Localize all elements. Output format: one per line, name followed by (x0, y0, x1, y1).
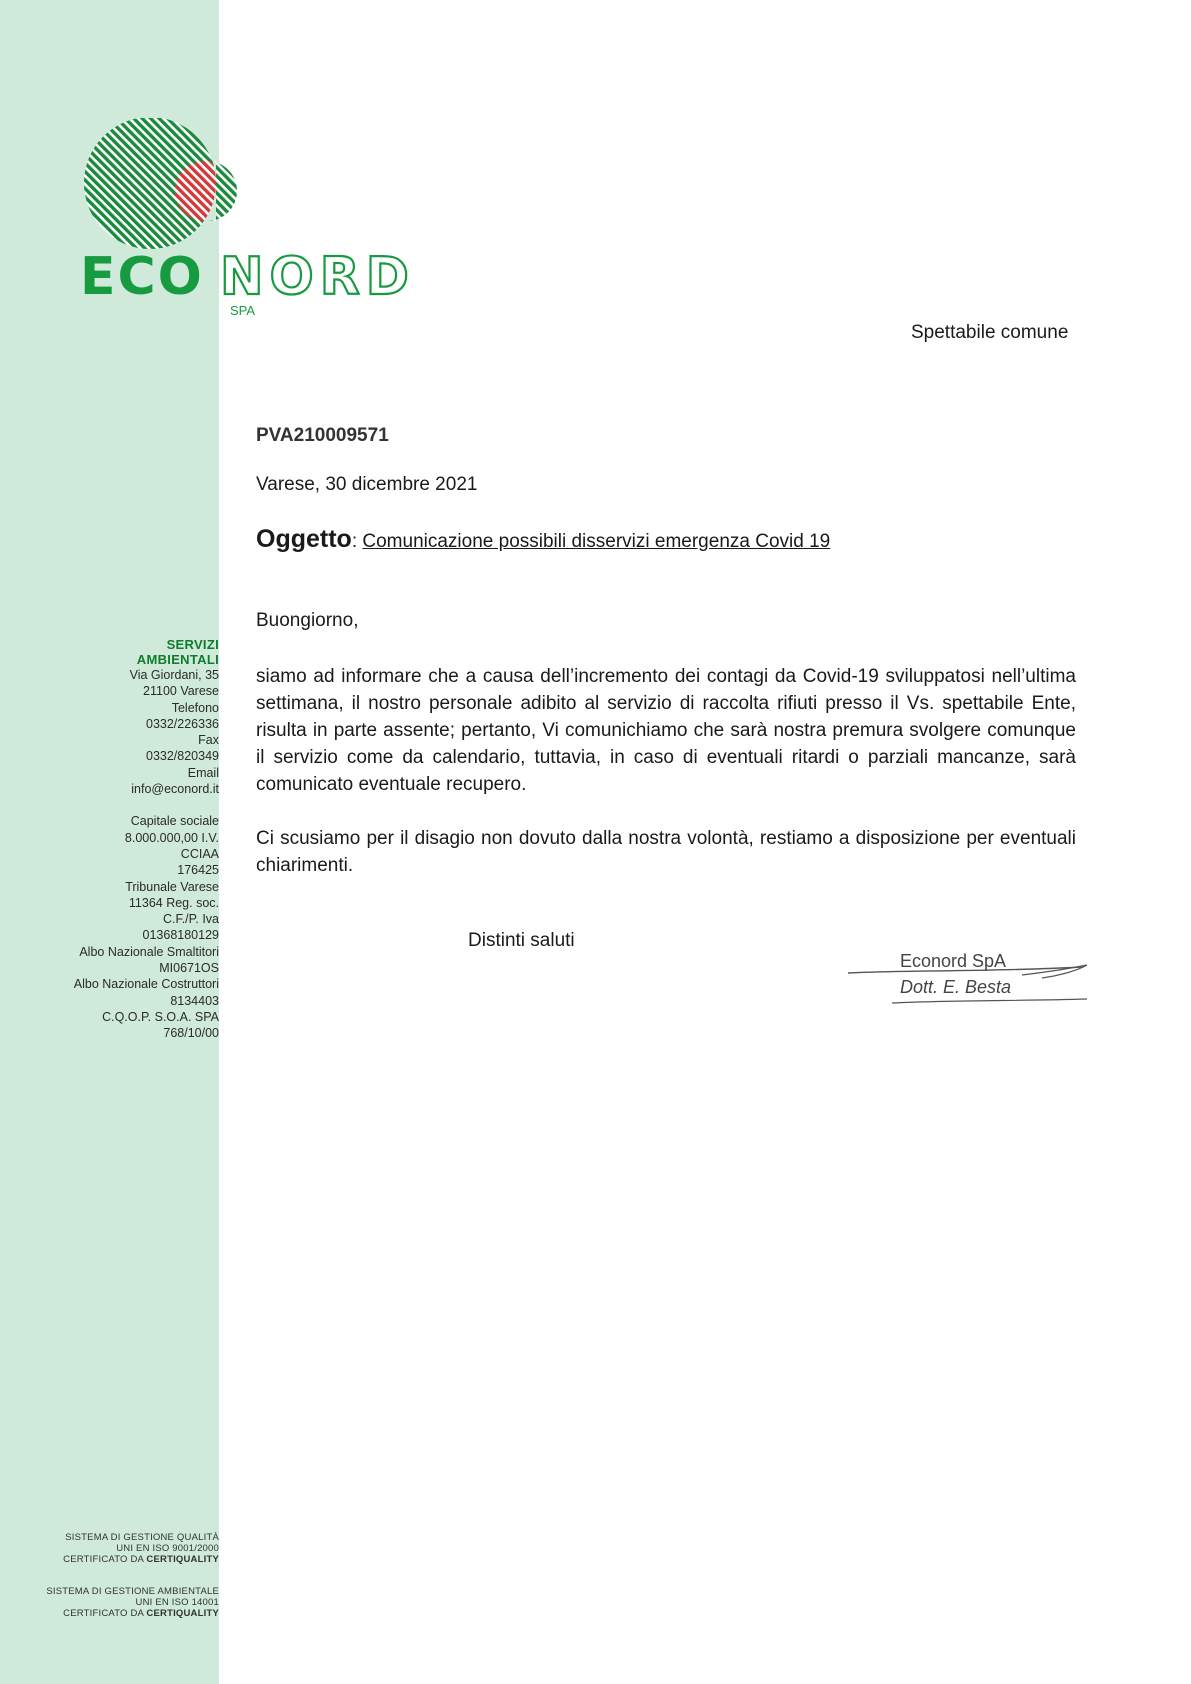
body-paragraph-1: siamo ad informare che a causa dell’incremento dei contagi da Covid-19 sviluppatosi nell’ultima settimana, il nostro personale adibito al servizio di raccolta rifiuti presso il Vs. spettabile Ente, risulta in parte assente; pertanto, Vi comunichiamo che sarà nostra premura svolgere comunque il servizio come da calendario, tuttavia, in caso di eventuali ritardi o parziali mancanze, sarà comunicato eventuale recupero. (256, 666, 1076, 795)
capital-label: Capitale sociale (130, 814, 219, 829)
capital-value: 8.000.000,00 I.V. (124, 830, 219, 845)
logo-graphic (80, 118, 460, 323)
subject-line (256, 525, 830, 554)
closing-salutation: Distinti saluti (468, 930, 575, 951)
cert-env-line-3: CERTIFICATO DA CERTIQUALITY (63, 1608, 219, 1619)
email-address: info@econord.it (131, 782, 219, 797)
environment-certification (19, 1586, 219, 1619)
vat-label: C.F./P. Iva (162, 912, 219, 927)
cqop-value: 768/10/00 (163, 1026, 219, 1041)
logo-spa-text: SPA (230, 303, 256, 318)
spacer (19, 797, 219, 813)
fax-number: 0332/820349 (146, 749, 219, 764)
address-city: 21100 Varese (143, 684, 219, 699)
phone-number: 0332/226336 (146, 716, 219, 731)
cert-quality-line-1: SISTEMA DI GESTIONE QUALITÀ (65, 1532, 219, 1543)
tribunal-value: 11364 Reg. soc. (128, 895, 219, 910)
recipient: Spettabile comune (911, 322, 1069, 343)
albo-smaltitori-label: Albo Nazionale Smaltitori (79, 944, 219, 959)
letter-date: Varese, 30 dicembre 2021 (256, 474, 478, 495)
protocol-number: PVA210009571 (256, 425, 389, 446)
subject-separator: : (351, 531, 363, 552)
company-contacts (19, 637, 219, 1042)
fax-label: Fax (198, 733, 219, 748)
address-street: Via Giordani, 35 (129, 668, 219, 682)
subject-label: Oggetto (256, 525, 352, 553)
body-paragraph-2: Ci scusiamo per il disagio non dovuto dalla nostra volontà, restiamo a disposizione per eventuali chiarimenti. (256, 828, 1076, 876)
signature (842, 945, 1092, 1015)
signature-name: Dott. E. Besta (900, 977, 1012, 997)
contacts-section-title: SERVIZI (166, 637, 219, 652)
cciaa-value: 176425 (177, 863, 219, 878)
albo-smaltitori-value: MI0671OS (159, 961, 219, 976)
albo-costruttori-label: Albo Nazionale Costruttori (73, 977, 219, 992)
subject-text: Comunicazione possibili disservizi emergenza Covid 19 (362, 531, 831, 552)
tribunal-label: Tribunale Varese (125, 879, 219, 894)
vat-value: 01368180129 (142, 928, 219, 943)
albo-costruttori-value: 8134403 (170, 993, 219, 1008)
cert-quality-line-3: CERTIFICATO DA CERTIQUALITY (63, 1554, 219, 1565)
cert-quality-line-2: UNI EN ISO 9001/2000 (116, 1543, 219, 1554)
cciaa-label: CCIAA (180, 846, 219, 861)
logo-nord-text: NORD (220, 247, 415, 307)
signature-company: Econord SpA (900, 951, 1007, 971)
econord-logo (80, 118, 460, 323)
email-label: Email (187, 765, 219, 780)
cert-env-line-2: UNI EN ISO 14001 (135, 1597, 219, 1608)
cqop-label: C.Q.O.P. S.O.A. SPA (102, 1009, 219, 1024)
quality-certification (19, 1532, 219, 1565)
greeting: Buongiorno, (256, 610, 359, 631)
phone-label: Telefono (171, 700, 219, 715)
cert-env-line-1: SISTEMA DI GESTIONE AMBIENTALE (46, 1586, 219, 1597)
contacts-section-title: AMBIENTALI (136, 652, 219, 667)
logo-eco-text: ECO (80, 247, 204, 307)
